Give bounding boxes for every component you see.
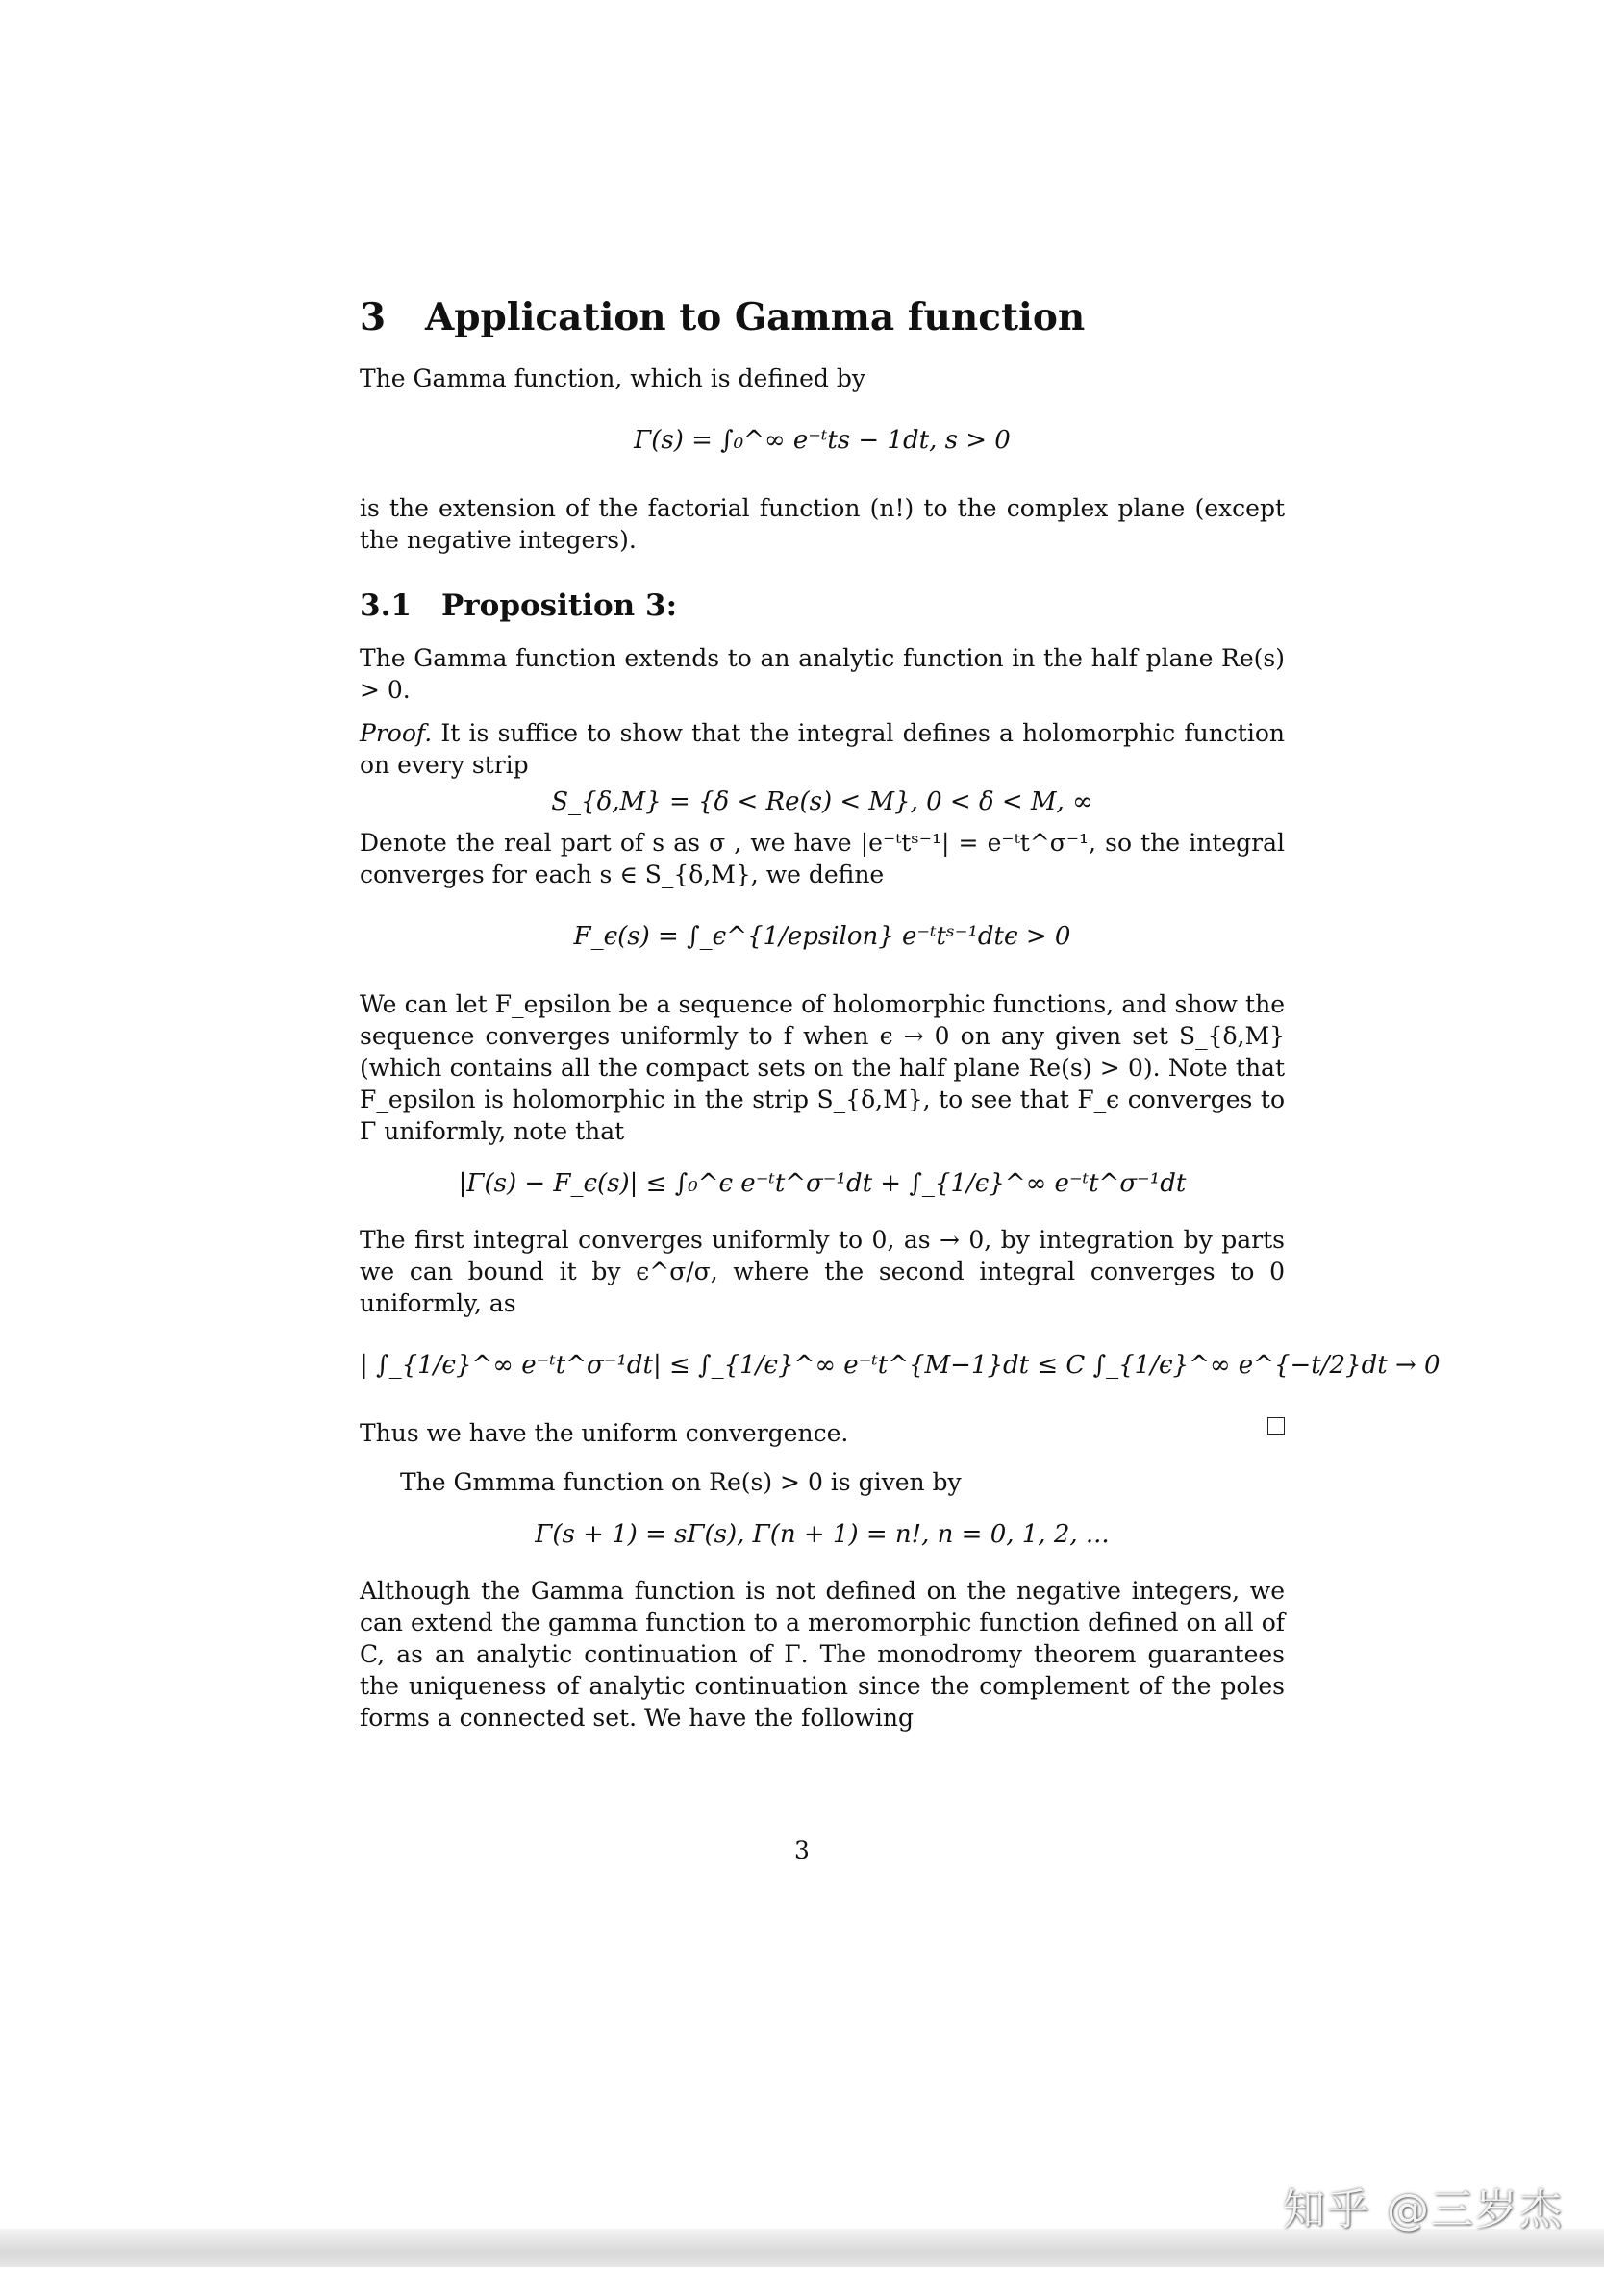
section-title: Application to Gamma function <box>425 295 1086 339</box>
denote-paragraph: Denote the real part of s as σ , we have |e⁻ᵗtˢ⁻¹| = e⁻ᵗt^σ⁻¹, so the integral converges for each s ∈ S_{δ,M}, we define <box>360 829 1285 888</box>
equation-bound: |Γ(s) − F_ϵ(s)| ≤ ∫₀^ϵ e⁻ᵗt^σ⁻¹dt + ∫_{1/ϵ}^∞ e⁻ᵗt^σ⁻¹dt <box>458 1169 1187 1198</box>
extension-paragraph: is the extension of the factorial function (n!) to the complex plane (except the negative integers). <box>360 494 1285 554</box>
conclusion-line <box>360 1417 1285 1449</box>
equation-gamma-definition: Γ(s) = ∫₀^∞ e⁻ᵗts − 1dt, s > 0 <box>634 426 1011 455</box>
section-number: 3 <box>360 295 387 339</box>
gamma-given-paragraph: The Gmmma function on Re(s) > 0 is given by <box>400 1468 962 1496</box>
subsection-heading <box>360 588 1285 623</box>
subsection-title: Proposition 3: <box>441 588 678 623</box>
page-content <box>360 279 1441 1745</box>
equation-recurrence: Γ(s + 1) = sΓ(s), Γ(n + 1) = n!, n = 0, 1, 2, ... <box>535 1520 1110 1549</box>
proof-paragraph <box>360 717 1285 781</box>
proof-label: Proof. <box>360 719 433 747</box>
first-integral-paragraph: The first integral converges uniformly to 0, as → 0, by integration by parts we can bound it by ϵ^σ/σ, where the second integral converges to 0 uniformly, as <box>360 1226 1285 1317</box>
equation-F-epsilon: F_ϵ(s) = ∫_ϵ^{1/epsilon} e⁻ᵗtˢ⁻¹dtϵ > 0 <box>573 922 1071 951</box>
equation-strip: S_{δ,M} = {δ < Re(s) < M}, 0 < δ < M, ∞ <box>551 787 1093 816</box>
sequence-paragraph: We can let F_epsilon be a sequence of holomorphic functions, and show the sequence converges uniformly to f when ϵ → 0 on any given set S_{δ,M} (which contains all the compact sets on the half plane Re(s) > 0). Note that F_epsilon is holomorphic in the strip S_{δ,M}, to see that F_ϵ converges to Γ uniformly, note that <box>360 990 1285 1145</box>
proposition-statement: The Gamma function extends to an analytic function in the half plane Re(s) > 0. <box>360 644 1285 704</box>
qed-square-icon <box>1267 1417 1285 1435</box>
equation-second-integral: | ∫_{1/ϵ}^∞ e⁻ᵗt^σ⁻¹dt| ≤ ∫_{1/ϵ}^∞ e⁻ᵗt^{M−1}dt ≤ C ∫_{1/ϵ}^∞ e^{−t/2}dt → 0 <box>360 1351 1441 1380</box>
conclusion-text: Thus we have the uniform convergence. <box>360 1419 849 1447</box>
subsection-number: 3.1 <box>360 588 412 623</box>
proof-text: It is suffice to show that the integral defines a holomorphic function on every strip <box>360 719 1285 779</box>
watermark: 知乎 @三岁杰 <box>1283 2185 1564 2234</box>
intro-paragraph: The Gamma function, which is defined by <box>360 364 865 392</box>
page-number: 3 <box>794 1836 810 1864</box>
section-heading <box>360 295 1285 339</box>
final-paragraph: Although the Gamma function is not defined on the negative integers, we can extend the gamma function to a meromorphic function defined on all of C, as an analytic continuation of Γ. The monodromy theorem guarantees the uniqueness of analytic continuation since the complement of the poles forms a connected set. We have the following <box>360 1577 1285 1732</box>
